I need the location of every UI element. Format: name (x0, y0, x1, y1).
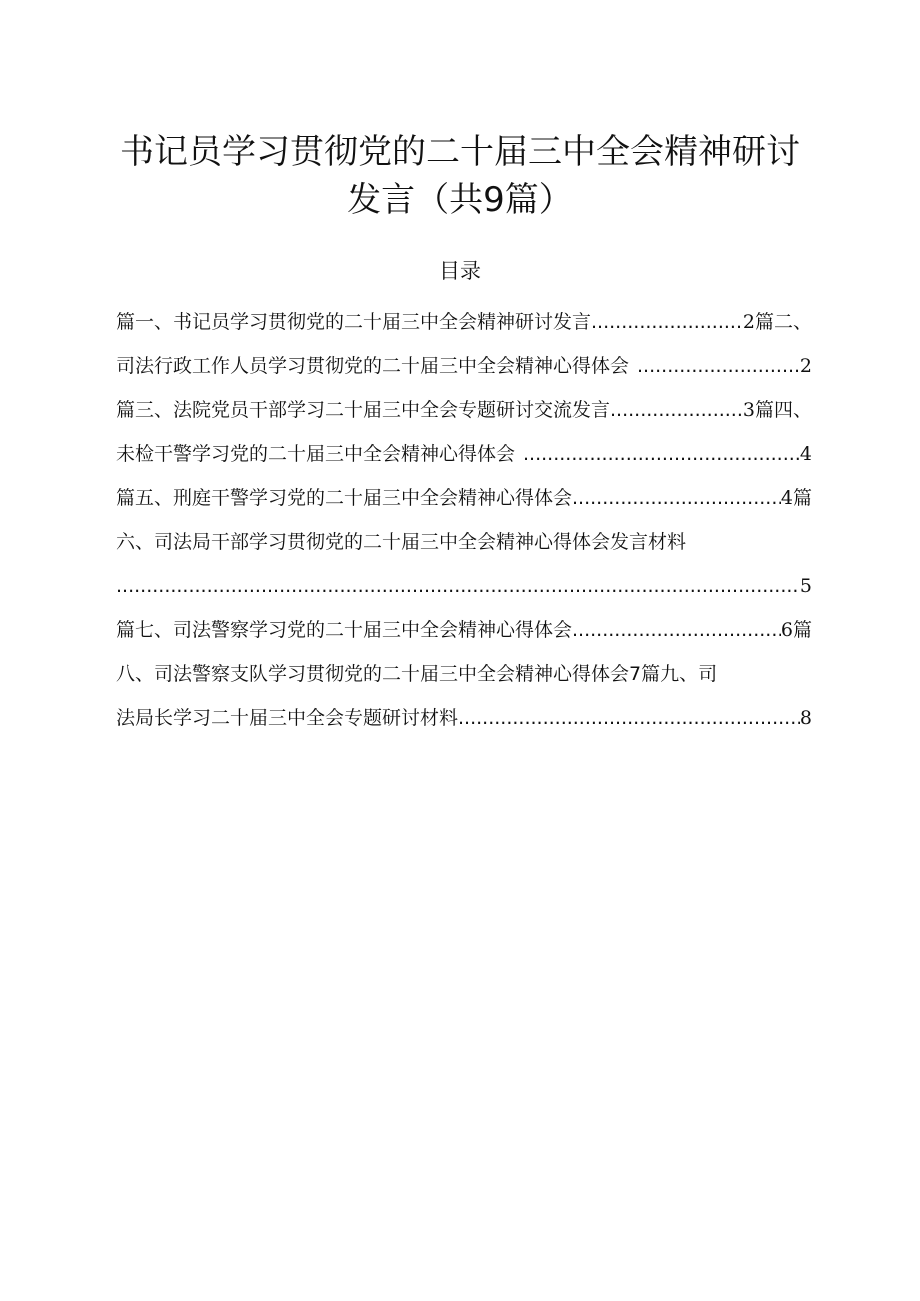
toc-entry-text: 篇一、书记员学习贯彻党的二十届三中全会精神研讨发言 (116, 311, 592, 333)
toc-entry-continuation: 篇二、 (754, 311, 812, 333)
toc-entry-text: 未检干警学习党的二十届三中全会精神心得体会 (116, 443, 516, 465)
toc-leader-dots (610, 392, 743, 428)
toc-leader-dots (572, 612, 781, 648)
toc-entry-continuation: 篇 (792, 487, 812, 509)
toc-entry-4[interactable] (116, 436, 812, 472)
toc-page-number: 3 (742, 399, 755, 421)
toc-entry-8[interactable] (116, 656, 812, 692)
toc-page-number: 8 (799, 707, 812, 729)
toc-entry-text: 法局长学习二十届三中全会专题研讨材料 (116, 707, 459, 729)
toc-entry-6[interactable] (116, 524, 812, 560)
toc-entry-7[interactable] (116, 612, 812, 648)
toc-entry-5[interactable] (116, 480, 812, 516)
toc-heading: 目录 (439, 259, 481, 283)
toc-page-number: 2 (742, 311, 755, 333)
document-title (100, 128, 820, 224)
toc-entry-continuation: 篇 (792, 619, 812, 641)
toc-leader-dots (637, 348, 800, 384)
toc-entry-3[interactable] (116, 392, 812, 428)
toc-entry-continuation: 篇四、 (754, 399, 812, 421)
toc-entry-text: 司法行政工作人员学习贯彻党的二十届三中全会精神心得体会 (116, 355, 630, 377)
toc-entry-text: 篇七、司法警察学习党的二十届三中全会精神心得体会 (116, 619, 573, 641)
toc-entry-1[interactable] (116, 304, 812, 340)
toc-entry-text: 六、司法局干部学习贯彻党的二十届三中全会精神心得体会发言材料 (116, 531, 687, 553)
toc-page-number: 6 (780, 619, 793, 641)
toc-page-number: 4 (799, 443, 812, 465)
toc-page-number: 2 (799, 355, 812, 377)
toc-leader-dots (458, 700, 800, 736)
toc-entry-text: 八、司法警察支队学习贯彻党的二十届三中全会精神心得体会7篇九、司 (116, 663, 718, 685)
toc-page-number: 4 (780, 487, 793, 509)
toc-leader-dots (591, 304, 743, 340)
toc-leader-dots (572, 480, 781, 516)
title-line-1: 书记员学习贯彻党的二十届三中全会精神研讨 (120, 132, 800, 172)
toc-leader-dots (116, 568, 800, 604)
toc-entry-text: 篇三、法院党员干部学习二十届三中全会专题研讨交流发言 (116, 399, 611, 421)
title-line-2: 发言（共9篇） (347, 180, 573, 220)
toc-entry-text: 篇五、刑庭干警学习党的二十届三中全会精神心得体会 (116, 487, 573, 509)
toc-page-number: 5 (799, 575, 812, 597)
toc-entry-9[interactable] (116, 700, 812, 736)
toc-entry-2[interactable] (116, 348, 812, 384)
toc-entry-6-page[interactable] (116, 568, 812, 604)
toc-leader-dots (523, 436, 800, 472)
